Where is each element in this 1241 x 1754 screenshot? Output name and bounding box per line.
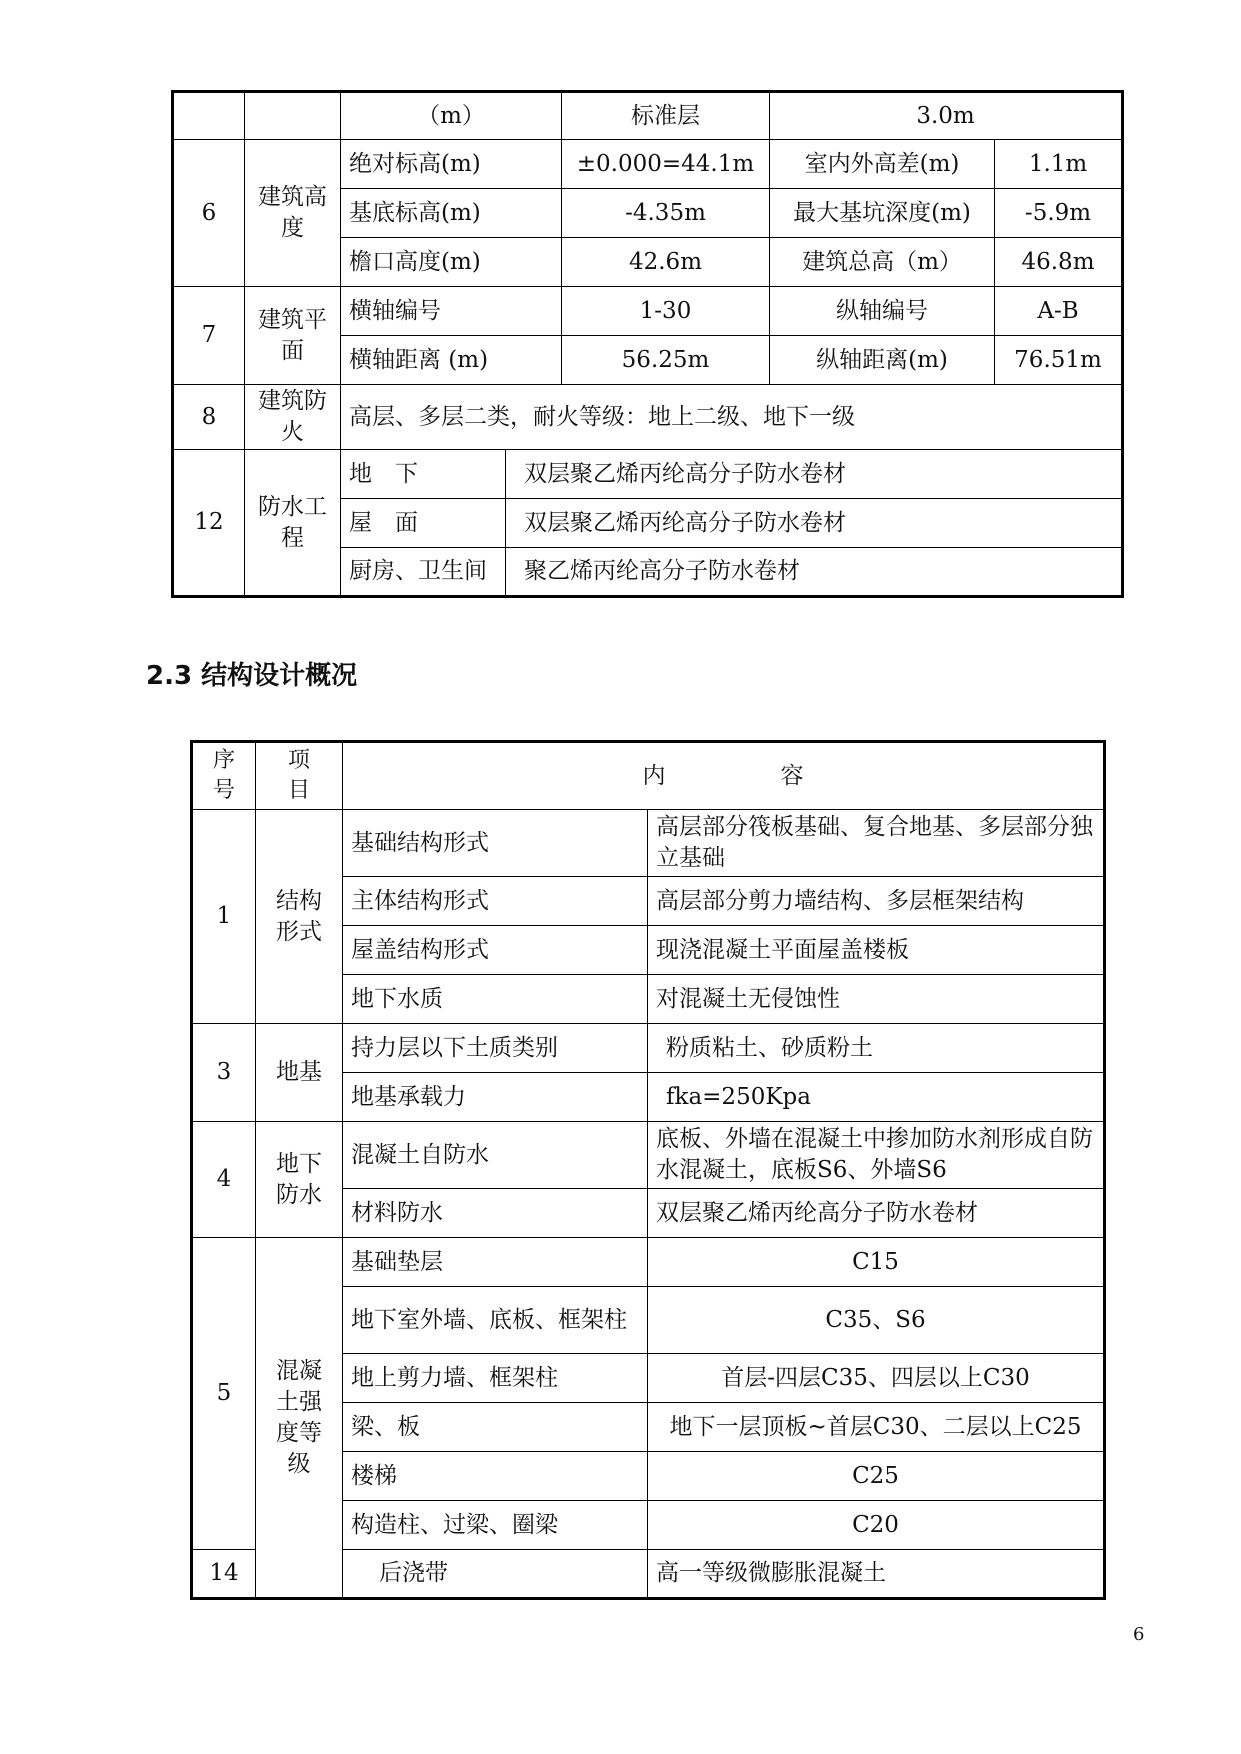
cell: 横轴编号 xyxy=(341,287,562,336)
cell: 最大基坑深度(m) xyxy=(770,189,995,238)
cell: 室内外高差(m) xyxy=(770,140,995,189)
cell: 双层聚乙烯丙纶高分子防水卷材 xyxy=(506,499,1123,548)
cell: 3.0m xyxy=(770,92,1123,140)
cell: 标准层 xyxy=(562,92,770,140)
cell: 粉质粘土、砂质粉土 xyxy=(648,1024,1105,1073)
table-header-row xyxy=(192,742,1105,810)
cell: 基础结构形式 xyxy=(343,810,648,877)
row-number: 8 xyxy=(173,385,245,450)
table-row xyxy=(173,385,1123,450)
cell: 持力层以下土质类别 xyxy=(343,1024,648,1073)
cell: fka=250Kpa xyxy=(648,1073,1105,1122)
header-content: 内 容 xyxy=(343,742,1105,810)
cell: 屋 面 xyxy=(341,499,506,548)
row-number: 5 xyxy=(192,1238,256,1550)
cell: 纵轴距离(m) xyxy=(770,336,995,385)
row-number: 4 xyxy=(192,1122,256,1238)
cell: 基础垫层 xyxy=(343,1238,648,1287)
cell: 基底标高(m) xyxy=(341,189,562,238)
cell: 42.6m xyxy=(562,238,770,287)
header-item: 项目 xyxy=(256,742,343,810)
row-item: 防水工程 xyxy=(245,450,341,597)
row-item: 地基 xyxy=(256,1024,343,1122)
table-row xyxy=(173,92,1123,140)
cell: 梁、板 xyxy=(343,1403,648,1452)
cell: 后浇带 xyxy=(343,1550,648,1599)
cell: 对混凝土无侵蚀性 xyxy=(648,975,1105,1024)
table-row xyxy=(192,1024,1105,1073)
cell: 构造柱、过梁、圈梁 xyxy=(343,1501,648,1550)
row-item: 建筑防火 xyxy=(245,385,341,450)
cell: A-B xyxy=(995,287,1123,336)
cell: 现浇混凝土平面屋盖楼板 xyxy=(648,926,1105,975)
cell: -5.9m xyxy=(995,189,1123,238)
cell: 高层、多层二类，耐火等级：地上二级、地下一级 xyxy=(341,385,1123,450)
cell: 材料防水 xyxy=(343,1189,648,1238)
table-row xyxy=(192,1122,1105,1189)
cell: 双层聚乙烯丙纶高分子防水卷材 xyxy=(648,1189,1105,1238)
row-number: 7 xyxy=(173,287,245,385)
cell: 主体结构形式 xyxy=(343,877,648,926)
cell: 76.51m xyxy=(995,336,1123,385)
cell: （m） xyxy=(341,92,562,140)
cell: C35、S6 xyxy=(648,1287,1105,1354)
cell: 绝对标高(m) xyxy=(341,140,562,189)
cell: 地上剪力墙、框架柱 xyxy=(343,1354,648,1403)
cell: 1-30 xyxy=(562,287,770,336)
section-heading: 2.3 结构设计概况 xyxy=(146,661,358,691)
cell: 双层聚乙烯丙纶高分子防水卷材 xyxy=(506,450,1123,499)
table-row xyxy=(173,140,1123,189)
cell: 混凝土自防水 xyxy=(343,1122,648,1189)
cell: C20 xyxy=(648,1501,1105,1550)
cell: 聚乙烯丙纶高分子防水卷材 xyxy=(506,548,1123,597)
cell: 楼梯 xyxy=(343,1452,648,1501)
row-item: 建筑高度 xyxy=(245,140,341,287)
cell: 46.8m xyxy=(995,238,1123,287)
cell: 高一等级微膨胀混凝土 xyxy=(648,1550,1105,1599)
cell: 屋盖结构形式 xyxy=(343,926,648,975)
row-number: 12 xyxy=(173,450,245,597)
row-number: 3 xyxy=(192,1024,256,1122)
cell: 横轴距离 (m) xyxy=(341,336,562,385)
building-overview-table xyxy=(171,90,1124,598)
row-item: 地下防水 xyxy=(256,1122,343,1238)
table-row xyxy=(173,287,1123,336)
cell: 地下水质 xyxy=(343,975,648,1024)
structure-overview-table xyxy=(190,740,1106,1600)
table-row xyxy=(192,810,1105,877)
cell: 1.1m xyxy=(995,140,1123,189)
row-item: 结构形式 xyxy=(256,810,343,1024)
table-row xyxy=(192,1238,1105,1287)
cell: ±0.000=44.1m xyxy=(562,140,770,189)
cell: 地下室外墙、底板、框架柱 xyxy=(343,1287,648,1354)
cell: 高层部分筏板基础、复合地基、多层部分独立基础 xyxy=(648,810,1105,877)
cell: 首层-四层C35、四层以上C30 xyxy=(648,1354,1105,1403)
cell: 檐口高度(m) xyxy=(341,238,562,287)
row-item: 混凝土强度等级 xyxy=(256,1238,343,1599)
row-number: 14 xyxy=(192,1550,256,1599)
row-number: 1 xyxy=(192,810,256,1024)
row-item: 建筑平面 xyxy=(245,287,341,385)
page-number: 6 xyxy=(1133,1624,1145,1645)
cell: 地基承载力 xyxy=(343,1073,648,1122)
cell: 纵轴编号 xyxy=(770,287,995,336)
cell: 56.25m xyxy=(562,336,770,385)
cell: -4.35m xyxy=(562,189,770,238)
cell: C25 xyxy=(648,1452,1105,1501)
cell: C15 xyxy=(648,1238,1105,1287)
cell: 高层部分剪力墙结构、多层框架结构 xyxy=(648,877,1105,926)
cell: 底板、外墙在混凝土中掺加防水剂形成自防水混凝土，底板S6、外墙S6 xyxy=(648,1122,1105,1189)
cell: 厨房、卫生间 xyxy=(341,548,506,597)
table-row xyxy=(173,450,1123,499)
cell: 建筑总高（m） xyxy=(770,238,995,287)
row-number: 6 xyxy=(173,140,245,287)
header-no: 序号 xyxy=(192,742,256,810)
cell: 地 下 xyxy=(341,450,506,499)
cell: 地下一层顶板~首层C30、二层以上C25 xyxy=(648,1403,1105,1452)
